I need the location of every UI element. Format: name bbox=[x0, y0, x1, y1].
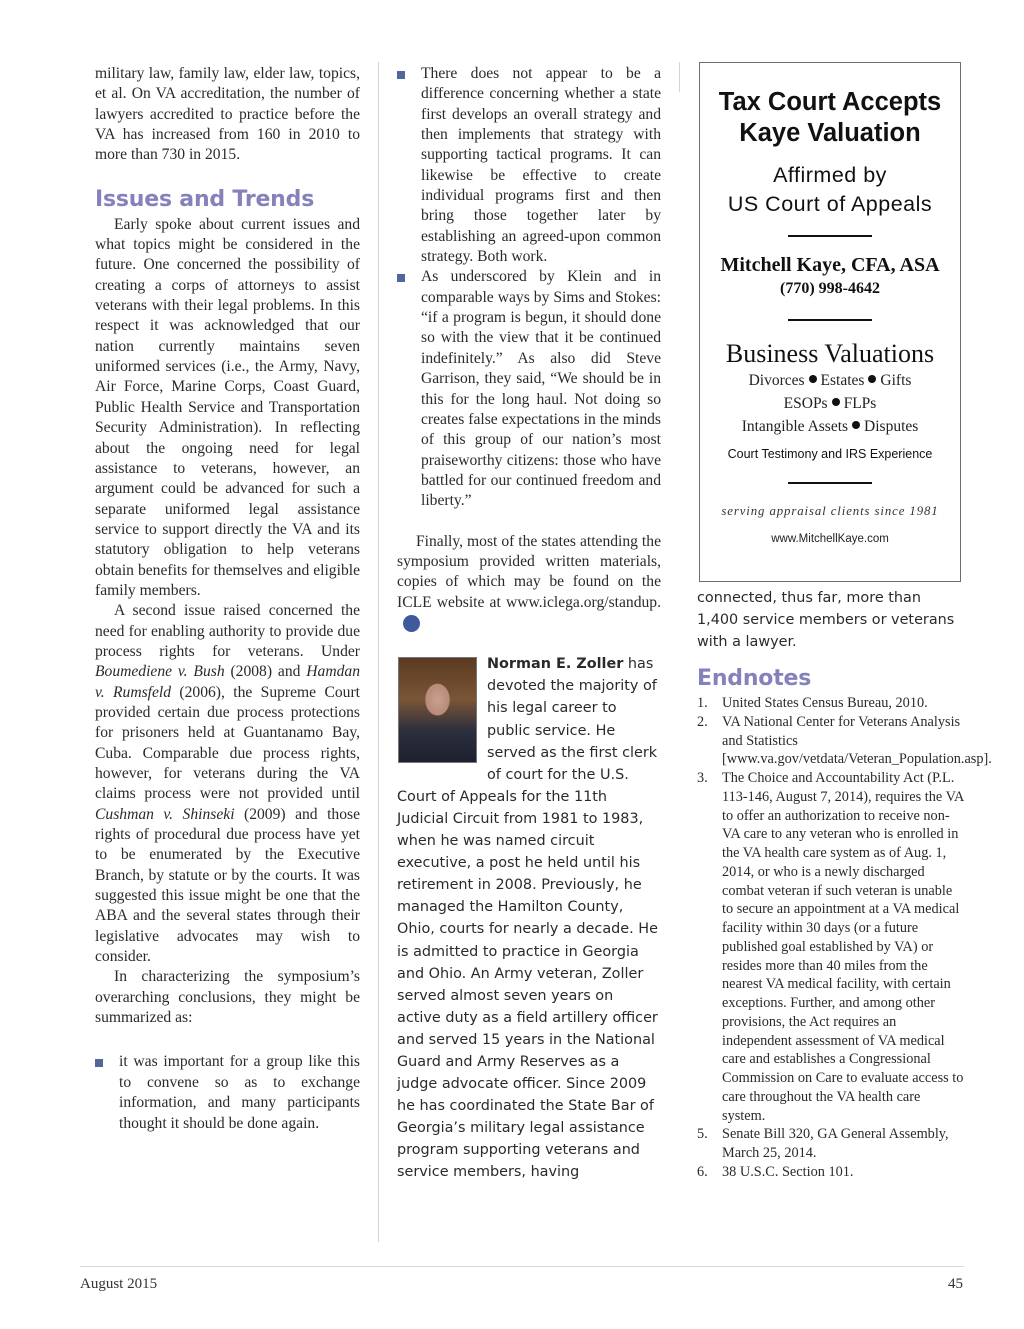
section-heading-issues-and-trends: Issues and Trends bbox=[95, 186, 315, 212]
square-bullet-icon bbox=[397, 274, 405, 282]
column-1 bbox=[95, 64, 360, 1134]
case-citation: Cushman v. Shinseki bbox=[95, 805, 235, 823]
author-name: Norman E. Zoller bbox=[487, 656, 624, 673]
intro-paragraph: military law, family law, elder law, topics, et al. On VA accreditation, the number of lawyers accredited to practice before the VA has increased from 160 in 2010 to more than 730 in 2015. bbox=[95, 65, 360, 164]
advertisement-box bbox=[699, 62, 961, 582]
column-2 bbox=[397, 64, 661, 1184]
case-citation: Hamdan v. Rumsfeld bbox=[95, 663, 360, 701]
conclusions-list bbox=[95, 1052, 360, 1133]
ad-divider bbox=[788, 319, 872, 321]
footer-page-number: 45 bbox=[948, 1276, 963, 1292]
column-divider bbox=[679, 62, 680, 92]
body-paragraph: In characterizing the symposium’s overarching conclusions, they might be summarized as: bbox=[95, 968, 360, 1027]
endnote-item: 1. United States Census Bureau, 2010. bbox=[697, 695, 928, 711]
gbj-end-mark-icon: GBJ bbox=[403, 615, 420, 632]
conclusions-list-continued bbox=[397, 64, 661, 512]
author-photo bbox=[398, 657, 477, 763]
endnote-item: 6. 38 U.S.C. Section 101. bbox=[697, 1163, 854, 1180]
endnote-item: 3. The Choice and Accountability Act (P.L. 113-146, August 7, 2014), requires the VA to offer an authorization to receive non-VA care to any veteran who is enrolled in the VA health care system as of Aug. 1, 2014, or who is a newly discharged combat veteran if such veteran is unable to secure an appointment at a VA medical facility within 30 days (or a future published goal established by VA) or resides more than 40 miles from the nearest VA medical facility, with certain exceptions. Further, and among other provisions, the Act requires an independent assessment of VA medical care and establishes a Congressional Commission on Care to evaluate access to care throughout the VA health care system. bbox=[697, 770, 964, 1124]
bullet-dot-icon bbox=[868, 375, 876, 383]
footer-divider bbox=[80, 1266, 964, 1267]
case-citation: Boumediene v. Bush bbox=[95, 663, 225, 681]
list-item: As underscored by Klein and in comparable ways by Sims and Stokes: “if a program is begun, it should done so with the view that it be continued indefinitely.” As also did Steve Garrison, they said, “We should be in this for the long haul. Not doing so creates false expectations in the minds of this group of our nation’s most praiseworthy citizens: those who have battled for our continued freedom and liberty.” bbox=[397, 267, 661, 511]
ad-divider bbox=[788, 235, 872, 237]
author-bio-continued: connected, thus far, more than 1,400 service members or veterans with a lawyer. bbox=[697, 590, 955, 651]
body-paragraph: Early spoke about current issues and what topics might be considered in the future. One concerned the possibility of creating a corps of attorneys to assist veterans with their legal problems. In this respect it was acknowledged that our nation currently maintains seven uniformed services (i.e., the Army, Navy, Air Force, Marine Corps, Coast Guard, Public Health Service and Transportation Security Administration). In reflecting about the ongoing need for legal assistance to veterans, however, an argument could be advanced for such a separate uniformed legal assistance service to support directly the VA and its statutory obligation to help veterans obtain benefits for themselves and eligible family members. bbox=[95, 215, 360, 599]
ad-subheadline: Affirmed by US Court of Appeals bbox=[727, 163, 933, 216]
ad-services-row: Divorces Estates Gifts bbox=[748, 372, 912, 389]
ad-website-link[interactable]: www.MitchellKaye.com bbox=[771, 533, 889, 545]
endnote-item: 5. Senate Bill 320, GA General Assembly, March 25, 2014. bbox=[697, 1126, 949, 1161]
ad-testimony: Court Testimony and IRS Experience bbox=[727, 447, 933, 461]
body-paragraph: A second issue raised concerned the need for enabling authority to provide due process rights for veterans. Under Boumediene v. Bush (2008) and Hamdan v. Rumsfeld (2006), the Supreme Court provided certain due process protections for prisoners held at Guantanamo Bay, Cuba. Comparable due process rights, however, for veterans during the VA claims process were not provided until Cushman v. Shinseki (2009) and those rights of procedural due process have yet to be enumerated by the Executive Branch, by statute or by the courts. It was suggested this issue might be one that the ABA and the several states through their legislative advocates may wish to consider. bbox=[95, 602, 361, 966]
endnotes-heading: Endnotes bbox=[697, 666, 812, 691]
bullet-dot-icon bbox=[852, 421, 860, 429]
ad-services-row: Intangible Assets Disputes bbox=[741, 418, 919, 435]
ad-tagline: serving appraisal clients since 1981 bbox=[721, 504, 939, 518]
endnotes-list bbox=[697, 694, 992, 1182]
ad-service-title: Business Valuations bbox=[725, 339, 935, 368]
footer-issue-date: August 2015 bbox=[80, 1276, 158, 1292]
ad-services-row: ESOPs FLPs bbox=[783, 395, 877, 412]
column-divider bbox=[378, 62, 379, 1242]
ad-contact-name: Mitchell Kaye, CFA, ASA bbox=[720, 254, 940, 276]
list-item: There does not appear to be a difference concerning whether a state first develops an overall strategy and then implements that strategy with supporting tactical programs. It can likewise be effective to create individual programs first and then bring those together later by establishing an agreed-upon common strategy. Both work. bbox=[397, 64, 661, 267]
ad-headline: Tax Court Accepts Kaye Valuation bbox=[718, 88, 942, 147]
author-bio bbox=[397, 653, 661, 1183]
final-paragraph: Finally, most of the states attending the symposium provided written materials, copies of which may be found on the ICLE website at www.iclega.org/standup.GBJ bbox=[397, 532, 661, 634]
ad-phone: (770) 998-4642 bbox=[780, 280, 880, 297]
square-bullet-icon bbox=[397, 71, 405, 79]
endnote-item: 2. VA National Center for Veterans Analysis and Statistics [www.va.gov/vetdata/Veteran_Population.asp]. bbox=[697, 713, 992, 768]
author-bio-text: has devoted the majority of his legal career to public service. He served as the first clerk of court for the U.S. Court of Appeals for the 11th Judicial Circuit from 1981 to 1983, when he was named circuit executive, a post he held until his retirement in 2008. Previously, he managed the Hamilton County, Ohio, courts for nearly a decade. He is admitted to practice in Georgia and Ohio. An Army veteran, Zoller served almost seven years on active duty as a field artillery officer and served 15 years in the National Guard and Army Reserves as a judge advocate officer. Since 2009 he has coordinated the State Bar of Georgia’s military legal assistance program supporting veterans and service members, having bbox=[397, 656, 658, 1181]
ad-divider bbox=[788, 482, 872, 484]
square-bullet-icon bbox=[95, 1059, 103, 1067]
list-item: it was important for a group like this to convene so as to exchange information, and many participants thought it should be done again. bbox=[95, 1052, 360, 1133]
bullet-dot-icon bbox=[809, 375, 817, 383]
bullet-dot-icon bbox=[832, 398, 840, 406]
